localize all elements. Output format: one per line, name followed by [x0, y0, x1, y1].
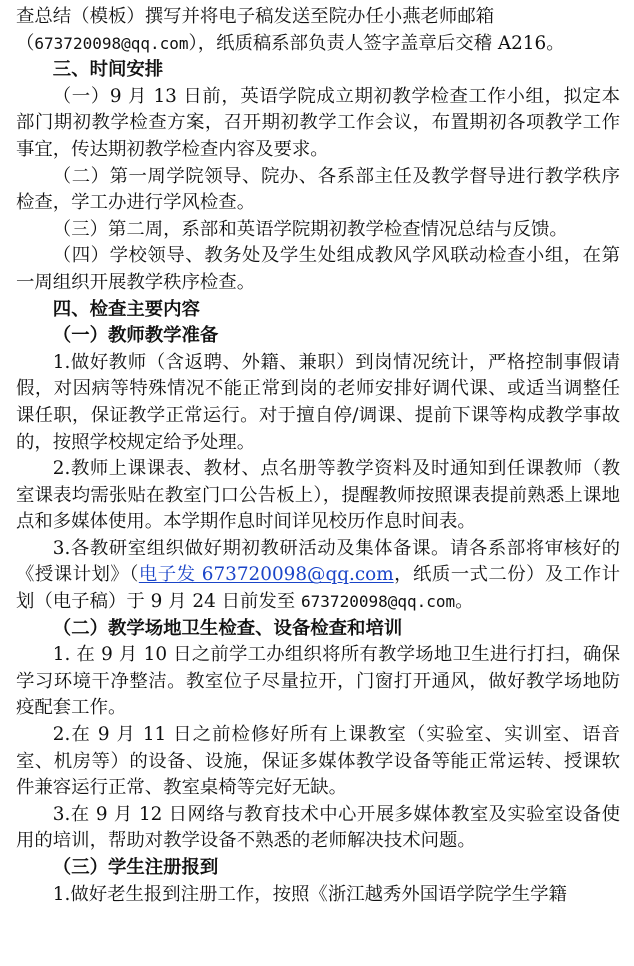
- continuation-text-line-2: [16, 31, 620, 58]
- venue-paragraph-2: 2.在 9 月 11 日之前检修好所有上课教室（实验室、实训室、语音室、机房等）的设备、设施，保证多媒体教学设备等能正常运转、授课软件兼容运行正常、教室桌椅等完好无缺。: [16, 724, 620, 799]
- schedule-item-3: （三）第二周，系部和英语学院期初教学检查情况总结与反馈。: [52, 218, 568, 240]
- continuation-open-paren: （: [16, 32, 35, 54]
- work-plan-email: 673720098@qq.com: [301, 592, 456, 612]
- office-email: 673720098@qq.com: [34, 33, 189, 53]
- schedule-item-4: （四）学校领导、教务处及学生处组成教风学风联动检查小组，在第一周组织开展教学秩序检查。: [16, 245, 620, 293]
- section-heading-main-content: 四、检查主要内容: [52, 298, 200, 320]
- teacher-prep-paragraph-2: 2.教师上课课表、教材、点名册等教学资料及时通知到任课教师（教室课表均需张贴在教室门口公告板上），提醒教师按照课表提前熟悉上课地点和多媒体使用。本学期作息时间详见校历作息时间表。: [16, 458, 620, 533]
- teacher-prep-paragraph-3-end: 。: [455, 591, 474, 613]
- subsection-heading-student-registration: （三）学生注册报到: [52, 857, 219, 878]
- teaching-plan-email-link[interactable]: 电子发 673720098@qq.com: [138, 564, 394, 586]
- venue-paragraph-3: 3.在 9 月 12 日网络与教育技术中心开展多媒体教室及实验室设备使用的培训，帮助对教学设备不熟悉的老师解决技术问题。: [16, 803, 620, 852]
- venue-paragraph-1: 1. 在 9 月 10 日之前学工办组织将所有教学场地卫生进行打扫，确保学习环境干净整洁。教室位子尽量拉开，门窗打开通风，做好教学场地防疫配套工作。: [16, 644, 620, 719]
- teacher-prep-paragraph-1: 1.做好教师（含返聘、外籍、兼职）到岗情况统计，严格控制事假请假，对因病等特殊情况不能正常到岗的老师安排好调代课、或适当调整任课任职，保证教学正常运行。对于擅自停/调课、提前下课等构成教学事故的，按照学校规定给予处理。: [16, 351, 620, 453]
- registration-paragraph-1: 1.做好老生报到注册工作，按照《浙江越秀外国语学院学生学籍: [52, 883, 567, 905]
- continuation-text-line-1: 查总结（模板）撰写并将电子稿发送至院办任小燕老师邮箱: [16, 6, 495, 27]
- subsection-heading-teacher-preparation: （一）教师教学准备: [52, 325, 219, 347]
- subsection-heading-venue-inspection: （二）教学场地卫生检查、设备检查和培训: [52, 617, 403, 639]
- teacher-prep-paragraph-3-middle: ，纸质一式二份）及工作计划（电子稿）于 9 月 24 日前发至: [16, 564, 620, 613]
- schedule-item-2: （二）第一周学院领导、院办、各系部主任及教学督导进行教学秩序检查，学工办进行学风检查。: [16, 165, 620, 214]
- teacher-prep-paragraph-3-start: 3.各教研室组织做好期初教研活动及集体备课。请各系部将审核好的《授课计划》（: [16, 537, 620, 586]
- continuation-tail: ），纸质稿系部负责人签字盖章后交稽 A216。: [188, 32, 565, 54]
- section-heading-time-schedule: 三、时间安排: [52, 59, 164, 81]
- schedule-item-1: （一）9 月 13 日前，英语学院成立期初教学检查工作小组，拟定本部门期初教学检查方案，召开期初教学工作会议，布置期初各项教学工作事宜，传达期初教学检查内容及要求。: [16, 85, 620, 160]
- teacher-prep-paragraph-3: [16, 536, 620, 616]
